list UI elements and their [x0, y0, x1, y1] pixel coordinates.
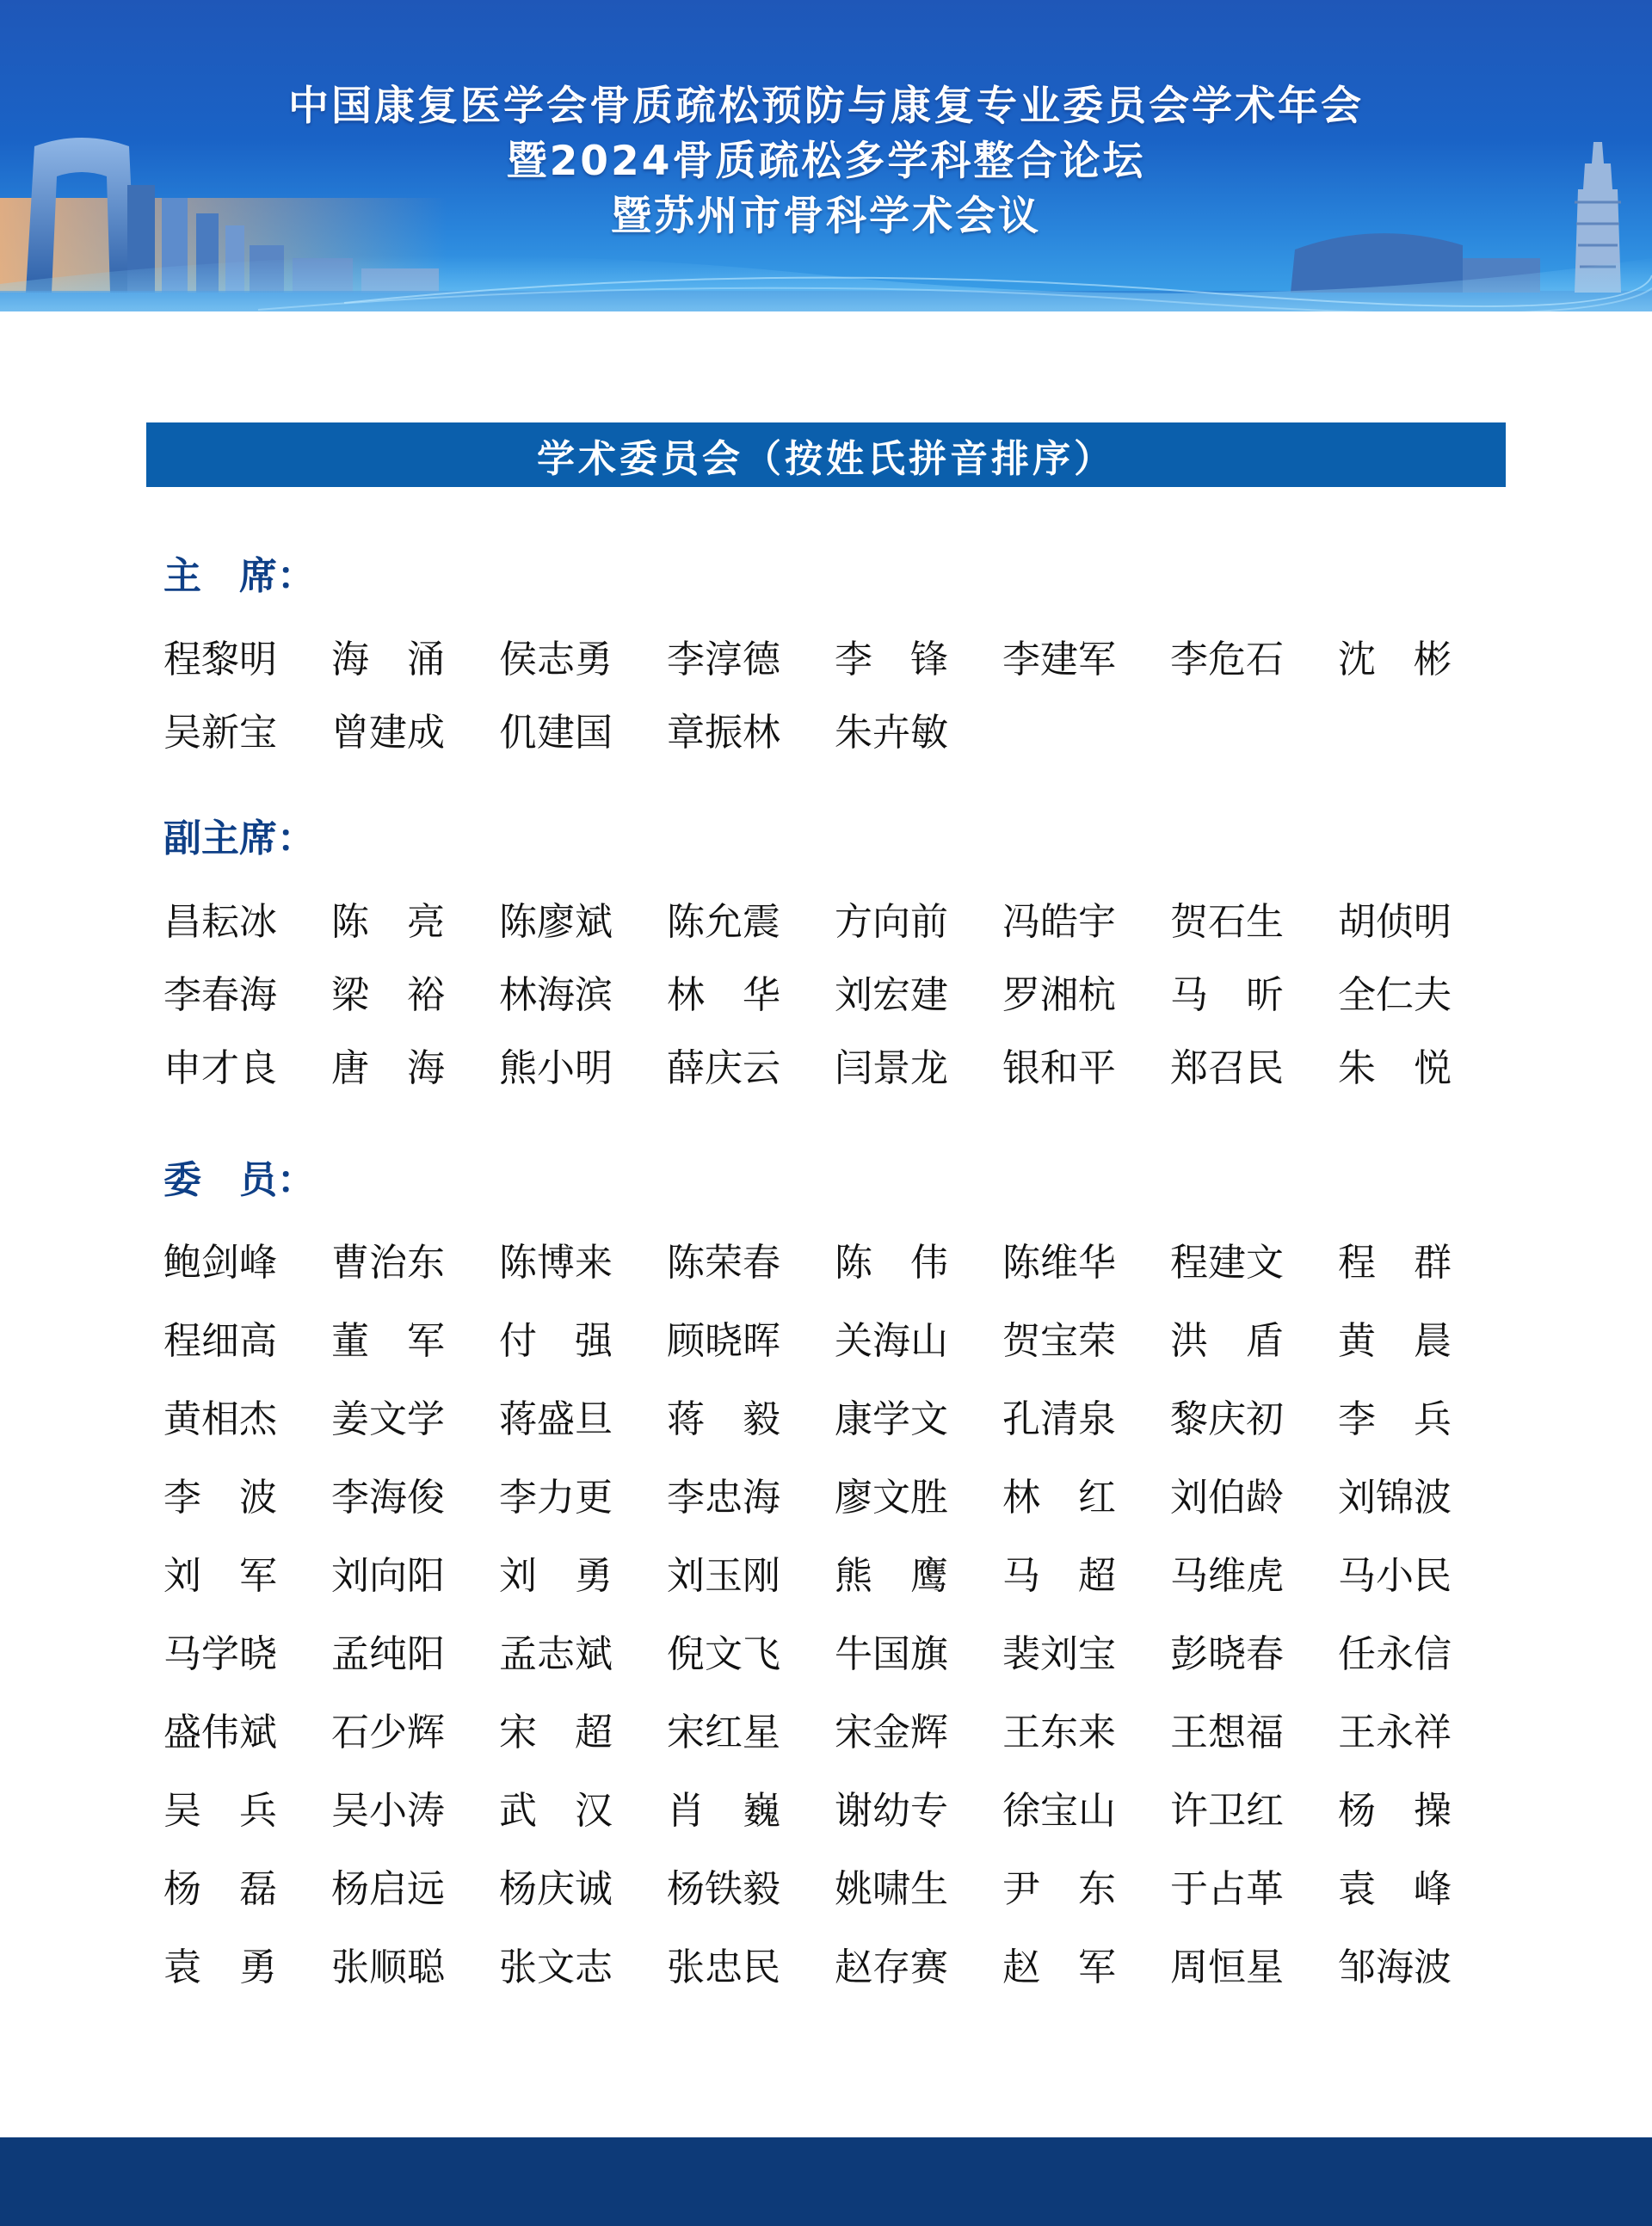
person-name: 朱 悦: [1338, 1045, 1452, 1090]
person-name: 陈博来: [499, 1240, 613, 1285]
person-name: 章振林: [667, 710, 780, 755]
person-name: 林 红: [1002, 1475, 1116, 1520]
person-name: 杨庆诚: [499, 1866, 613, 1911]
group-label-vice-chairs: 副主席：: [163, 817, 315, 860]
person-name: 黄相杰: [163, 1397, 277, 1441]
person-name: 马维虎: [1170, 1553, 1284, 1598]
title-line-1: 中国康复医学会骨质疏松预防与康复专业委员会学术年会: [288, 83, 1364, 130]
chairs-group: [163, 551, 1506, 769]
person-name: 陈廖斌: [499, 899, 613, 944]
person-name: 吴小涛: [331, 1788, 445, 1833]
person-name: 肖 巍: [667, 1788, 780, 1833]
person-name: 唐 海: [331, 1045, 445, 1090]
person-name: 吴新宝: [163, 710, 277, 755]
person-name: 马小民: [1338, 1553, 1452, 1598]
person-name: 彭晓春: [1170, 1631, 1284, 1676]
person-name: 朱卉敏: [835, 710, 948, 755]
person-name: 宋红星: [667, 1710, 780, 1754]
person-name: 罗湘杭: [1002, 972, 1116, 1017]
person-name: 曹治东: [331, 1240, 445, 1285]
person-name: 王想福: [1170, 1710, 1284, 1754]
person-name: 银和平: [1002, 1045, 1116, 1090]
person-name: 李春海: [163, 972, 277, 1017]
section-title: 学术委员会（按姓氏拼音排序）: [537, 436, 1115, 481]
person-name: 廖文胜: [835, 1475, 948, 1520]
person-name: 程黎明: [163, 637, 277, 681]
vice-chairs-name-grid: [163, 885, 1506, 1105]
person-name: 马学晓: [163, 1631, 277, 1676]
person-name: 李力更: [499, 1475, 613, 1520]
person-name: 顾晓晖: [667, 1318, 780, 1363]
person-name: 程细高: [163, 1318, 277, 1363]
vice-chairs-group: [163, 813, 1506, 1105]
group-label-members: 委 员：: [163, 1158, 315, 1202]
person-name: 倪文飞: [667, 1631, 780, 1676]
person-name: 程建文: [1170, 1240, 1284, 1285]
person-name: 孔清泉: [1002, 1397, 1116, 1441]
person-name: 仉建国: [499, 710, 613, 755]
person-name: 程 群: [1338, 1240, 1452, 1285]
person-name: 刘玉刚: [667, 1553, 780, 1598]
person-name: 梁 裕: [331, 972, 445, 1017]
person-name: 刘 勇: [499, 1553, 613, 1598]
person-name: 尹 东: [1002, 1866, 1116, 1911]
person-name: 陈荣春: [667, 1240, 780, 1285]
person-name: 刘伯龄: [1170, 1475, 1284, 1520]
person-name: 海 涌: [331, 637, 445, 681]
header-banner: [0, 0, 1652, 311]
person-name: 刘锦波: [1338, 1475, 1452, 1520]
person-name: 李建军: [1002, 637, 1116, 681]
person-name: 闫景龙: [835, 1045, 948, 1090]
person-name: 许卫红: [1170, 1788, 1284, 1833]
group-label-chairs: 主 席：: [163, 554, 315, 598]
person-name: 付 强: [499, 1318, 613, 1363]
person-name: 孟纯阳: [331, 1631, 445, 1676]
person-name: 鲍剑峰: [163, 1240, 277, 1285]
person-name: 洪 盾: [1170, 1318, 1284, 1363]
person-name: 任永信: [1338, 1631, 1452, 1676]
header-titles: [0, 79, 1652, 244]
person-name: 李 兵: [1338, 1397, 1452, 1441]
title-line-3: 暨苏州市骨科学术会议: [611, 193, 1041, 240]
person-name: 赵 军: [1002, 1945, 1116, 1989]
person-name: 袁 勇: [163, 1945, 277, 1989]
person-name: 宋金辉: [835, 1710, 948, 1754]
person-name: 康学文: [835, 1397, 948, 1441]
person-name: 张顺聪: [331, 1945, 445, 1989]
person-name: 谢幼专: [835, 1788, 948, 1833]
person-name: 李危石: [1170, 637, 1284, 681]
section-title-bar: [146, 422, 1506, 487]
person-name: 李忠海: [667, 1475, 780, 1520]
person-name: 贺宝荣: [1002, 1318, 1116, 1363]
person-name: 王永祥: [1338, 1710, 1452, 1754]
person-name: 裴刘宝: [1002, 1631, 1116, 1676]
person-name: 薛庆云: [667, 1045, 780, 1090]
person-name: 马 超: [1002, 1553, 1116, 1598]
person-name: 盛伟斌: [163, 1710, 277, 1754]
members-group: [163, 1155, 1506, 2007]
person-name: 冯皓宇: [1002, 899, 1116, 944]
person-name: 黎庆初: [1170, 1397, 1284, 1441]
person-name: 孟志斌: [499, 1631, 613, 1676]
person-name: 于占革: [1170, 1866, 1284, 1911]
person-name: 石少辉: [331, 1710, 445, 1754]
person-name: 杨 磊: [163, 1866, 277, 1911]
chairs-name-grid: [163, 623, 1506, 769]
person-name: 沈 彬: [1338, 637, 1452, 681]
person-name: 黄 晨: [1338, 1318, 1452, 1363]
person-name: 李淳德: [667, 637, 780, 681]
person-name: 林 华: [667, 972, 780, 1017]
members-name-grid: [163, 1224, 1506, 2007]
person-name: 张文志: [499, 1945, 613, 1989]
person-name: 张忠民: [667, 1945, 780, 1989]
person-name: 赵存赛: [835, 1945, 948, 1989]
person-name: 刘 军: [163, 1553, 277, 1598]
person-name: 申才良: [163, 1045, 277, 1090]
person-name: 周恒星: [1170, 1945, 1284, 1989]
person-name: 李 锋: [835, 637, 948, 681]
person-name: 贺石生: [1170, 899, 1284, 944]
person-name: 熊小明: [499, 1045, 613, 1090]
person-name: 关海山: [835, 1318, 948, 1363]
person-name: 董 军: [331, 1318, 445, 1363]
person-name: 陈 伟: [835, 1240, 948, 1285]
person-name: 杨启远: [331, 1866, 445, 1911]
person-name: 蒋 毅: [667, 1397, 780, 1441]
person-name: 杨铁毅: [667, 1866, 780, 1911]
title-line-2: 暨2024骨质疏松多学科整合论坛: [506, 138, 1146, 185]
person-name: 陈维华: [1002, 1240, 1116, 1285]
person-name: 陈允震: [667, 899, 780, 944]
person-name: 牛国旗: [835, 1631, 948, 1676]
person-name: 邹海波: [1338, 1945, 1452, 1989]
person-name: 蒋盛旦: [499, 1397, 613, 1441]
person-name: 李 波: [163, 1475, 277, 1520]
person-name: 陈 亮: [331, 899, 445, 944]
person-name: 杨 操: [1338, 1788, 1452, 1833]
person-name: 郑召民: [1170, 1045, 1284, 1090]
person-name: 袁 峰: [1338, 1866, 1452, 1911]
person-name: 吴 兵: [163, 1788, 277, 1833]
person-name: 刘向阳: [331, 1553, 445, 1598]
person-name: 全仁夫: [1338, 972, 1452, 1017]
footer-bar: [0, 2137, 1652, 2226]
person-name: 李海俊: [331, 1475, 445, 1520]
person-name: 昌耘冰: [163, 899, 277, 944]
person-name: 宋 超: [499, 1710, 613, 1754]
person-name: 姚啸生: [835, 1866, 948, 1911]
person-name: 曾建成: [331, 710, 445, 755]
person-name: 胡侦明: [1338, 899, 1452, 944]
person-name: 熊 鹰: [835, 1553, 948, 1598]
person-name: 侯志勇: [499, 637, 613, 681]
person-name: 武 汉: [499, 1788, 613, 1833]
person-name: 林海滨: [499, 972, 613, 1017]
person-name: 方向前: [835, 899, 948, 944]
person-name: 刘宏建: [835, 972, 948, 1017]
person-name: 王东来: [1002, 1710, 1116, 1754]
person-name: 姜文学: [331, 1397, 445, 1441]
person-name: 马 昕: [1170, 972, 1284, 1017]
person-name: 徐宝山: [1002, 1788, 1116, 1833]
